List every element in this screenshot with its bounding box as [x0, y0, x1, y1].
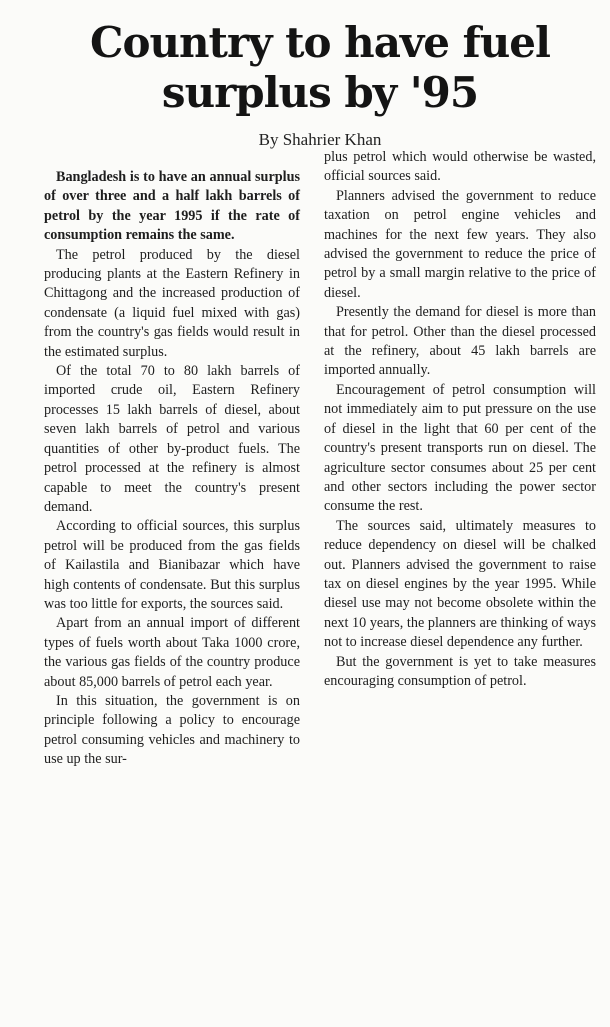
paragraph-lead: Bangladesh is to have an annual surplus of over three and a half lakh barrels of petrol by the year 1995 if the rate of consumption remains the same.	[44, 169, 300, 244]
paragraph: Planners advised the government to reduce taxation on petrol engine vehicles and machines for the next few years. They also advised the government to reduce the price of petrol by a small margin relative to the price of diesel.	[324, 187, 596, 301]
paragraph: The petrol produced by the diesel producing plants at the Eastern Refinery in Chittagong and the increased production of condensate (a liquid fuel mixed with gas) from the country's gas fields would result in the estimated surplus.	[44, 246, 300, 360]
byline: By Shahrier Khan	[258, 130, 382, 149]
paragraph: Of the total 70 to 80 lakh barrels of imported crude oil, Eastern Refinery processes 15 lakh barrels of diesel, about seven lakh barrels of petrol and various quantities of other by-product fuels. The petrol processed at the refinery is almost capable to meet the country's present demand.	[44, 363, 300, 515]
paragraph: But the government is yet to take measures encouraging consumption of petrol.	[324, 653, 596, 689]
paragraph: According to official sources, this surplus petrol will be produced from the gas fields of Kailastila and Bianibazar which have high contents of condensate. But this surplus was too little for exports, the sources said.	[44, 518, 300, 612]
left-column	[44, 168, 300, 770]
paragraph: Encouragement of petrol consumption will not immediately aim to put pressure on the use of diesel in the light that 60 per cent of the country's present transports run on diesel. The agriculture sector consumes about 25 per cent and other sectors including the power sector consume the rest.	[324, 381, 596, 515]
paragraph: Presently the demand for diesel is more than that for petrol. Other than the diesel processed at the refinery, about 45 lakh barrels are imported annually.	[324, 304, 596, 379]
paragraph: Apart from an annual import of different types of fuels worth about Taka 1000 crore, the various gas fields of the country produce about 85,000 barrels of petrol each year.	[44, 615, 300, 690]
right-column	[324, 148, 596, 770]
headline-line-2: surplus by '95	[161, 68, 479, 117]
headline	[44, 18, 596, 118]
paragraph: The sources said, ultimately measures to reduce dependency on diesel will be chalked out. Planners advised the government to raise tax on diesel engines by the year 1995. While diesel use may not become obsolete within the next 10 years, the planners are thinking of ways not to increase diesel dependence any further.	[324, 517, 596, 651]
headline-line-1: Country to have fuel	[90, 18, 550, 67]
paragraph: In this situation, the government is on principle following a policy to encourage petrol consuming vehicles and machinery to use up the sur-	[44, 692, 300, 768]
article-body	[44, 149, 596, 770]
paragraph-continued: plus petrol which would otherwise be wasted, official sources said.	[324, 149, 596, 185]
